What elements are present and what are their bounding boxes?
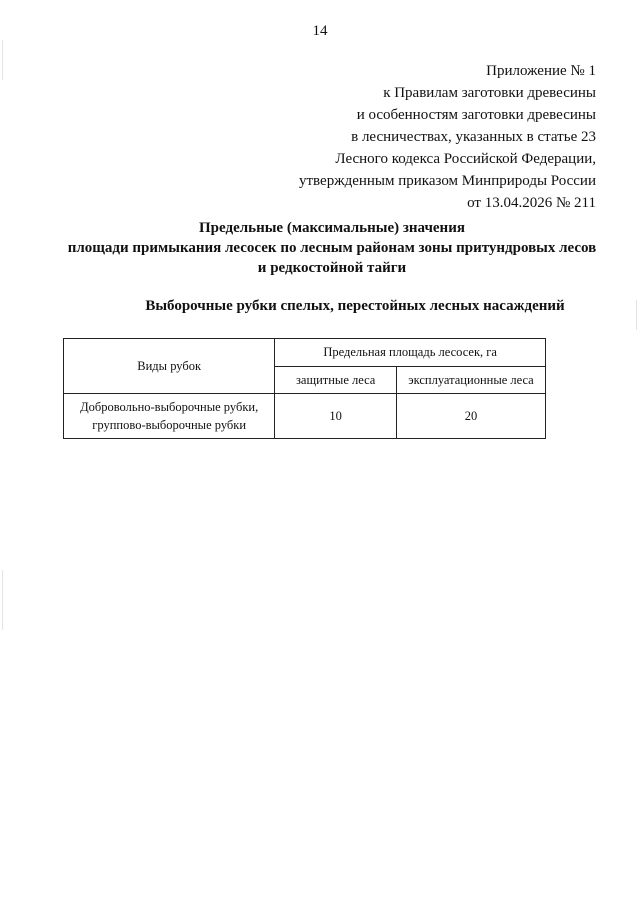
appendix-line: Лесного кодекса Российской Федерации, [335,151,596,167]
cell-line: Добровольно-выборочные рубки, [80,400,259,414]
appendix-line: к Правилам заготовки древесины [383,85,596,101]
cell-line: группово-выборочные рубки [92,418,247,432]
header-area-limit: Предельная площадь лесосек, га [275,339,546,367]
section-subtitle: Выборочные рубки спелых, перестойных лесных насаждений [145,298,565,314]
appendix-heading [299,60,596,214]
document-title [30,218,634,278]
table-header-row [64,339,546,367]
appendix-line: утвержденным приказом Минприроды России [299,173,596,189]
scan-edge-mark [2,570,3,630]
scan-edge-mark [2,40,3,80]
appendix-line: в лесничествах, указанных в статье 23 [351,129,596,145]
scan-edge-mark [636,300,637,330]
cell-cutting-type [64,394,275,439]
cell-protective-value: 10 [275,394,397,439]
page-number: 14 [312,23,328,39]
appendix-line: и особенностям заготовки древесины [356,107,596,123]
header-cutting-types: Виды рубок [64,339,275,394]
appendix-line: Приложение № 1 [486,63,596,79]
title-line: площади примыкания лесосек по лесным районам зоны притундровых лесов [67,240,597,256]
appendix-line: от 13.04.2026 № 211 [467,195,596,211]
header-operational-forests: эксплуатационные леса [397,367,546,394]
title-line: и редкостойной тайги [257,260,407,276]
title-line: Предельные (максимальные) значения [199,220,465,236]
table-row [64,394,546,439]
cell-operational-value: 20 [397,394,546,439]
limits-table [63,338,546,439]
header-protective-forests: защитные леса [275,367,397,394]
